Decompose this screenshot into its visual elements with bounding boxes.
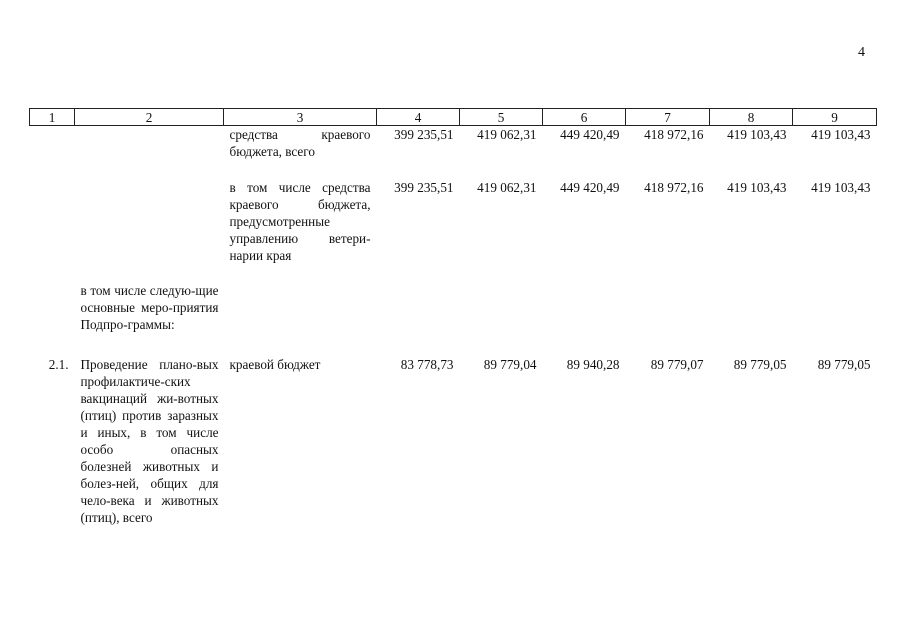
value-cell: 419 062,31 bbox=[477, 127, 537, 142]
column-header-5: 5 bbox=[460, 109, 543, 126]
row-description: Проведение плано-вых профилактиче-ских вакцинаций жи-вотных (птиц) против заразных и иных, в том числе особо опасных болезней животных и болез-ней, общих для чело-века и животных (птиц), всего bbox=[80, 357, 219, 525]
funding-source: средства краевого бюджета, всего bbox=[229, 127, 371, 159]
column-header-8: 8 bbox=[710, 109, 793, 126]
column-header-1: 1 bbox=[30, 109, 75, 126]
funding-source: в том числе средства краевого бюджета, предусмотренные управлению ветери-нарии края bbox=[229, 180, 371, 263]
value-cell: 449 420,49 bbox=[560, 127, 620, 142]
column-header-9: 9 bbox=[793, 109, 877, 126]
funding-source: краевой бюджет bbox=[229, 357, 321, 372]
column-header-3: 3 bbox=[224, 109, 377, 126]
table-row bbox=[30, 356, 877, 526]
value-cell: 89 779,05 bbox=[817, 357, 871, 372]
spacer-row bbox=[30, 333, 877, 356]
row-number bbox=[30, 179, 75, 264]
column-header-7: 7 bbox=[626, 109, 710, 126]
column-header-6: 6 bbox=[543, 109, 626, 126]
value-cell bbox=[793, 282, 877, 333]
value-cell: 89 779,04 bbox=[483, 357, 537, 372]
row-description: в том числе следую-щие основные меро-приятия Подпро-граммы: bbox=[80, 283, 219, 332]
page-number: 4 bbox=[858, 45, 865, 60]
row-number bbox=[30, 126, 75, 161]
spacer-row bbox=[30, 264, 877, 282]
table-header-row bbox=[30, 109, 877, 126]
value-cell: 419 062,31 bbox=[477, 180, 537, 195]
value-cell: 449 420,49 bbox=[560, 180, 620, 195]
spacer-row bbox=[30, 160, 877, 179]
funding-source bbox=[224, 282, 377, 333]
value-cell: 399 235,51 bbox=[394, 180, 454, 195]
value-cell: 419 103,43 bbox=[811, 180, 871, 195]
table-row bbox=[30, 126, 877, 161]
value-cell: 419 103,43 bbox=[727, 127, 787, 142]
value-cell bbox=[543, 282, 626, 333]
value-cell: 399 235,51 bbox=[394, 127, 454, 142]
table-row bbox=[30, 179, 877, 264]
value-cell bbox=[710, 282, 793, 333]
column-header-4: 4 bbox=[377, 109, 460, 126]
value-cell: 89 779,07 bbox=[650, 357, 704, 372]
value-cell: 83 778,73 bbox=[400, 357, 454, 372]
value-cell: 89 779,05 bbox=[733, 357, 787, 372]
value-cell bbox=[626, 282, 710, 333]
column-header-2: 2 bbox=[75, 109, 224, 126]
value-cell: 418 972,16 bbox=[644, 180, 704, 195]
value-cell: 418 972,16 bbox=[644, 127, 704, 142]
value-cell: 419 103,43 bbox=[811, 127, 871, 142]
value-cell: 89 940,28 bbox=[566, 357, 620, 372]
row-number bbox=[30, 282, 75, 333]
budget-table bbox=[29, 108, 877, 526]
row-number: 2.1. bbox=[48, 357, 69, 372]
table-row bbox=[30, 282, 877, 333]
row-description bbox=[75, 126, 224, 161]
value-cell: 419 103,43 bbox=[727, 180, 787, 195]
value-cell bbox=[460, 282, 543, 333]
value-cell bbox=[377, 282, 460, 333]
row-description bbox=[75, 179, 224, 264]
